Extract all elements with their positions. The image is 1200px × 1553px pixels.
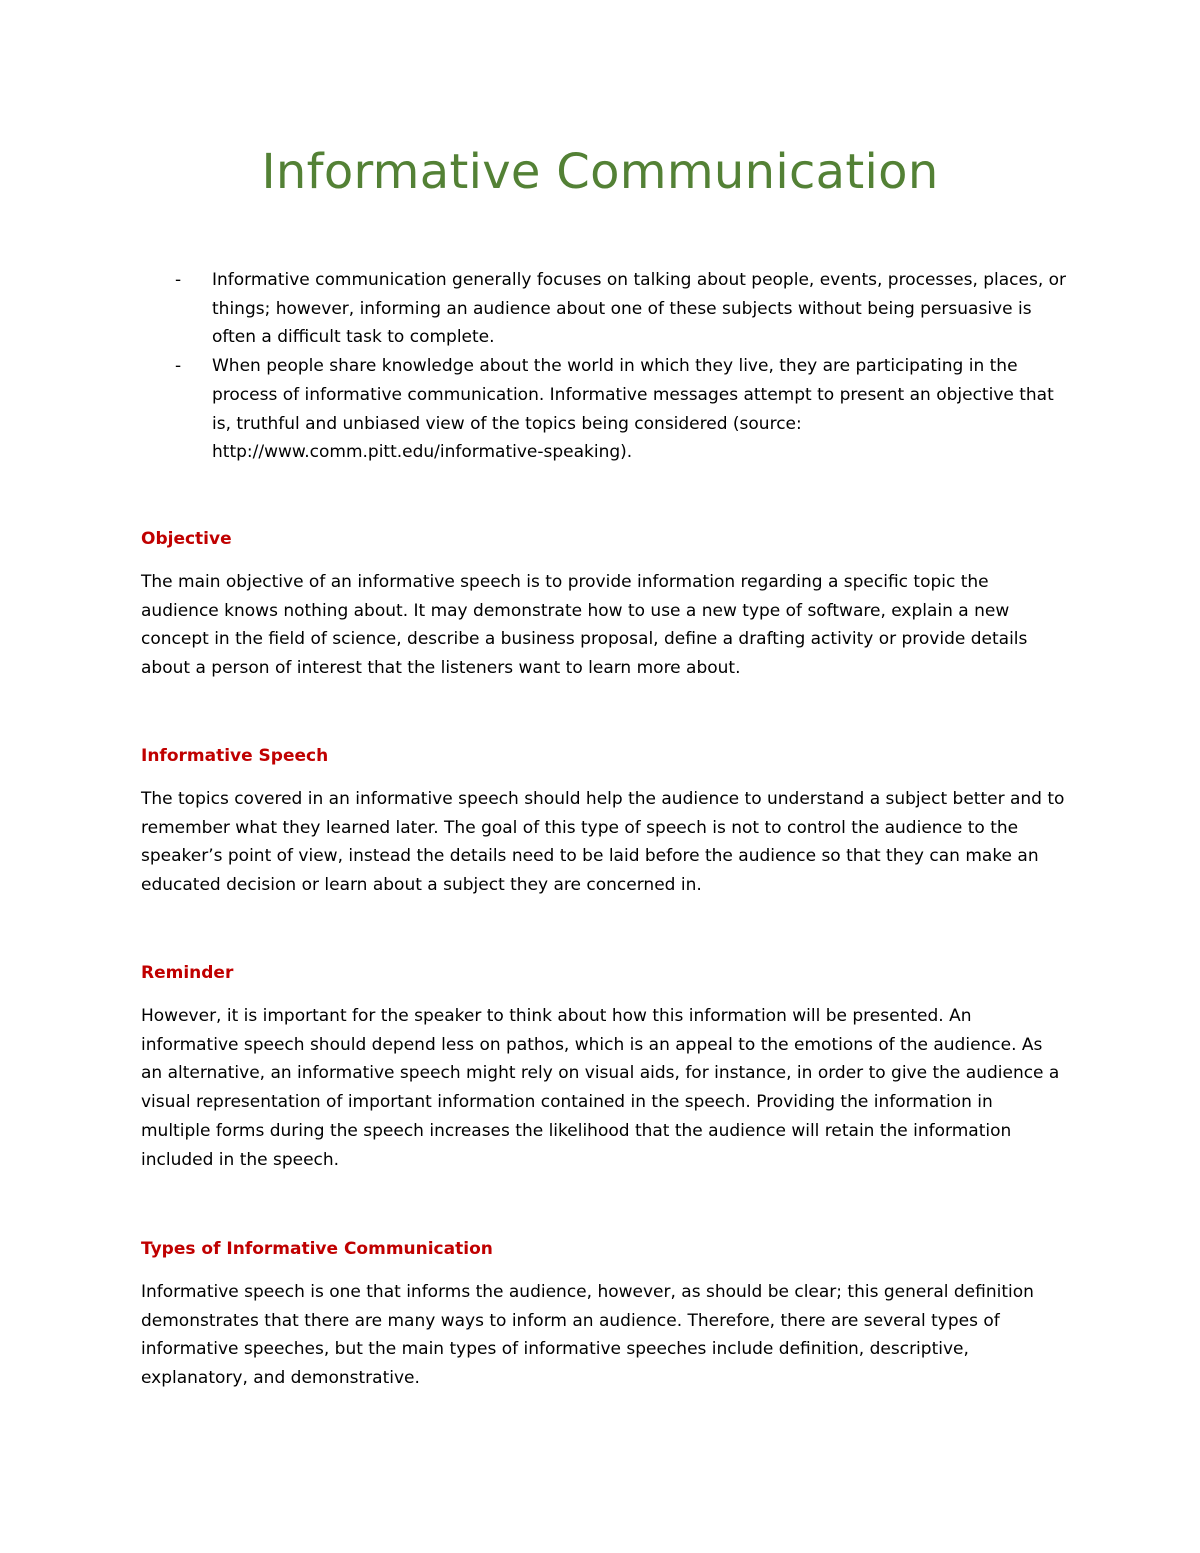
section-body: The main objective of an informative speech is to provide information regarding a specific topic the audience knows nothing about. It may demonstrate how to use a new type of software, explain a new concept in the field of science, describe a business proposal, define a drafting activity or provide details about a person of interest that the listeners want to learn more about. [141,572,1028,679]
section-heading: Reminder [141,963,234,983]
bullet-text: Informative communication generally focuses on talking about people, events, processes, places, or things; however, informing an audience about one of these subjects without being persuasive is often a difficult task to complete. [212,270,1067,348]
section-body: However, it is important for the speaker to think about how this information will be presented. An informative speech should depend less on pathos, which is an appeal to the emotions of the audience. As an alternative, an informative speech might rely on visual aids, for instance, in order to give the audience a visual representation of important information contained in the speech. Providing the information in multiple forms during the speech increases the likelihood that the audience will retain the information included in the speech. [141,1006,1060,1170]
bullet-marker: - [175,356,182,377]
bullet-item [175,266,1075,352]
section-objective [141,527,1066,683]
section-heading: Types of Informative Communication [141,1239,493,1259]
section-body: The topics covered in an informative speech should help the audience to understand a subject better and to remember what they learned later. The goal of this type of speech is not to control the audience to the speaker’s point of view, instead the details need to be laid before the audience so that they can make an educated decision or learn about a subject they are concerned in. [141,789,1065,896]
section-reminder [141,961,1066,1174]
section-heading: Objective [141,529,232,549]
bullet-marker: - [175,270,182,290]
bullet-item [175,352,1075,467]
section-informative-speech [141,744,1066,900]
section-types [141,1237,1066,1393]
bullet-text: When people share knowledge about the world in which they live, they are participating in the process of informative communication. Informative messages attempt to present an objective that is, truthful and unbiased view of the topics being considered (source: http://www.comm.pitt.edu/informative-speaking). [212,356,1054,463]
section-heading: Informative Speech [141,746,329,766]
bullet-list [175,266,1075,467]
section-body: Informative speech is one that informs the audience, however, as should be clear; this general definition demonstrates that there are many ways to inform an audience. Therefore, there are several types of informative speeches, but the main types of informative speeches include definition, descriptive, explanatory, and demonstrative. [141,1282,1034,1389]
document-title: Informative Communication [261,144,939,200]
